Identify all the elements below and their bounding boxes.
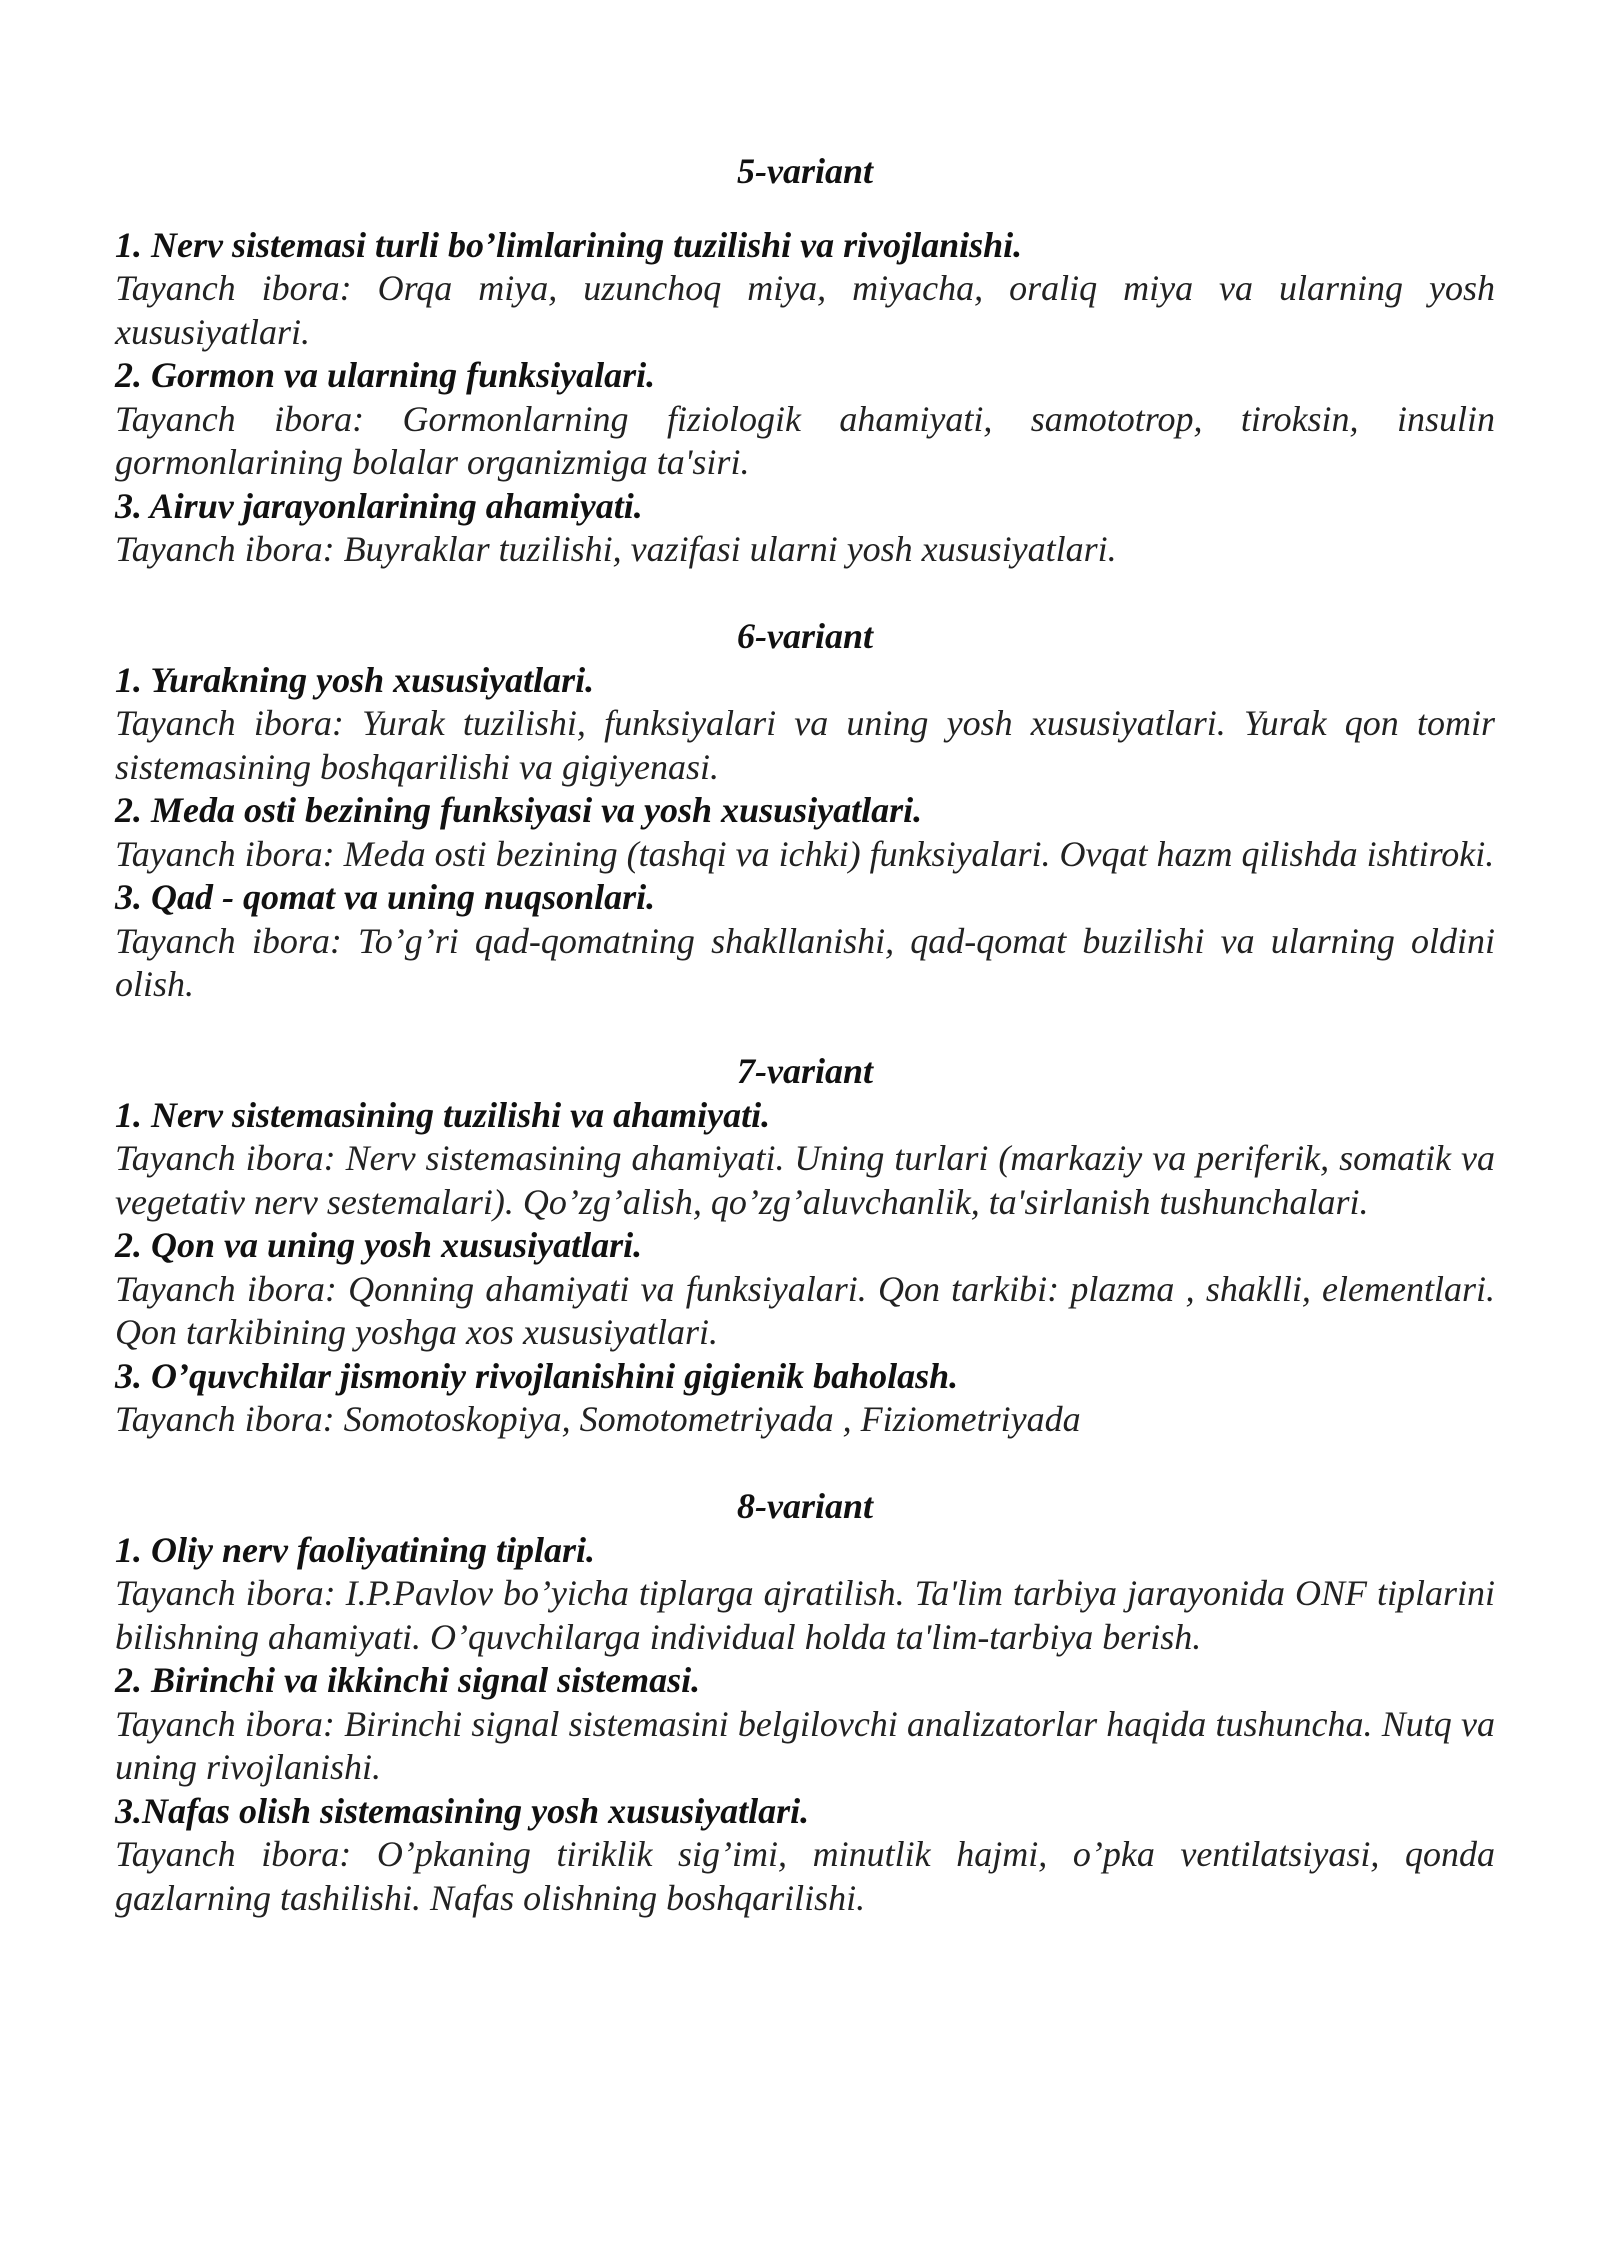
- question-description: Tayanch ibora: Orqa miya, uzunchoq miya, miyacha, oraliq miya va ularning yosh xususiyatlari.: [115, 268, 1495, 352]
- variant-title: 8-variant: [736, 1486, 873, 1526]
- question-description: Tayanch ibora: Meda osti bezining (tashqi va ichki) funksiyalari. Ovqat hazm qilishda ishtiroki.: [115, 833, 1495, 874]
- question-title: 3. Airuv jarayonlarining ahamiyati.: [115, 485, 643, 526]
- variant-section-5: [115, 150, 1495, 572]
- question-description: Tayanch ibora: O’pkaning tiriklik sig’imi, minutlik hajmi, o’pka ventilatsiyasi, qonda gazlarning tashilishi. Nafas olishning boshqarilishi.: [115, 1834, 1495, 1918]
- question-title: 2. Meda osti bezining funksiyasi va yosh xususiyatlari.: [115, 790, 923, 830]
- variant-section-8: [115, 1485, 1495, 1920]
- question-title: 1. Oliy nerv faoliyatining tiplari.: [115, 1529, 596, 1570]
- question-description: Tayanch ibora: Buyraklar tuzilishi, vazifasi ularni yosh xususiyatlari.: [115, 529, 1117, 569]
- variant-title: 6-variant: [736, 616, 873, 656]
- question-description: Tayanch ibora: Birinchi signal sistemasini belgilovchi analizatorlar haqida tushuncha. Nutq va uning rivojlanishi.: [115, 1703, 1495, 1787]
- question-title: 1. Yurakning yosh xususiyatlari.: [115, 659, 595, 700]
- question-description: Tayanch ibora: I.P.Pavlov bo’yicha tiplarga ajratilish. Ta'lim tarbiya jarayonida ONF tiplarini bilishning ahamiyati. O’quvchilarga individual holda ta'lim-tarbiya berish.: [115, 1573, 1495, 1657]
- question-title: 2. Birinchi va ikkinchi signal sistemasi.: [115, 1660, 701, 1700]
- variant-title: 7-variant: [736, 1051, 873, 1091]
- question-description: Tayanch ibora: Gormonlarning fiziologik ahamiyati, samototrop, tiroksin, insulin gormonlarining bolalar organizmiga ta'siri.: [115, 398, 1495, 482]
- question-description: Tayanch ibora: Yurak tuzilishi, funksiyalari va uning yosh xususiyatlari. Yurak qon tomir sistemasining boshqarilishi va gigiyenasi.: [115, 703, 1495, 787]
- question-description: Tayanch ibora: Nerv sistemasining ahamiyati. Uning turlari (markaziy va periferik, somatik va vegetativ nerv sestemalari). Qo’zg’alish, qo’zg’aluvchanlik, ta'sirlanish tushunchalari.: [115, 1138, 1495, 1222]
- question-description: Tayanch ibora: Qonning ahamiyati va funksiyalari. Qon tarkibi: plazma , shaklli, elementlari. Qon tarkibining yoshga xos xususiyatlari.: [115, 1268, 1495, 1352]
- document-page: [115, 150, 1495, 1920]
- question-title: 2. Qon va uning yosh xususiyatlari.: [115, 1225, 643, 1265]
- question-title: 1. Nerv sistemasining tuzilishi va ahamiyati.: [115, 1094, 771, 1135]
- question-description: Tayanch ibora: To’g’ri qad-qomatning shakllanishi, qad-qomat buzilishi va ularning oldini olish.: [115, 920, 1495, 1004]
- variant-title: 5-variant: [736, 151, 873, 191]
- question-title: 2. Gormon va ularning funksiyalari.: [115, 355, 656, 395]
- variant-section-7: [115, 1050, 1495, 1442]
- question-title: 1. Nerv sistemasi turli bo’limlarining tuzilishi va rivojlanishi.: [115, 224, 1023, 265]
- question-description: Tayanch ibora: Somotoskopiya, Somotometriyada , Fiziometriyada: [115, 1399, 1081, 1439]
- question-title: 3.Nafas olish sistemasining yosh xususiyatlari.: [115, 1790, 810, 1831]
- question-title: 3. O’quvchilar jismoniy rivojlanishini gigienik baholash.: [115, 1355, 959, 1396]
- variant-section-6: [115, 615, 1495, 1007]
- question-title: 3. Qad - qomat va uning nuqsonlari.: [115, 877, 656, 917]
